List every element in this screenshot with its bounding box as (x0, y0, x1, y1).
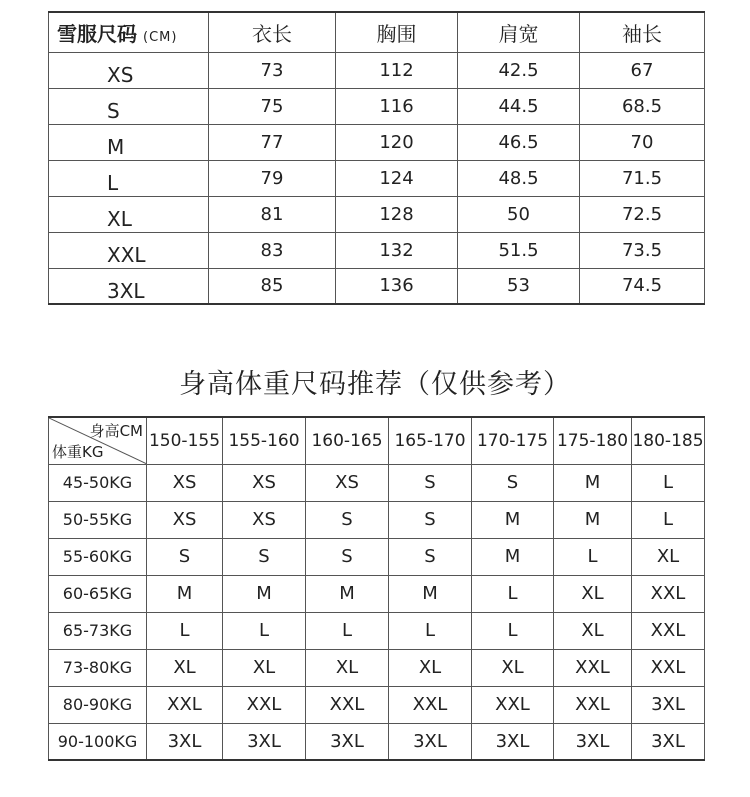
size-cell: XL (147, 649, 223, 686)
height-range-header: 160-165 (306, 417, 389, 464)
table-cell: 67 (580, 52, 705, 88)
size-cell: S (472, 464, 554, 501)
size-label: XL (49, 196, 209, 232)
height-range-header: 175-180 (554, 417, 632, 464)
weight-range-label: 55-60KG (49, 538, 147, 575)
size-cell: S (389, 501, 472, 538)
size-cell: 3XL (223, 723, 306, 760)
table-cell: 75 (209, 88, 336, 124)
table-cell: 77 (209, 124, 336, 160)
size-cell: S (389, 464, 472, 501)
table-row (49, 124, 705, 160)
table-cell: 116 (336, 88, 458, 124)
table-cell: 53 (458, 268, 580, 304)
table-cell: 72.5 (580, 196, 705, 232)
table-row (49, 538, 705, 575)
size-cell: L (472, 575, 554, 612)
size-cell: L (306, 612, 389, 649)
size-cell: 3XL (632, 723, 705, 760)
weight-range-label: 90-100KG (49, 723, 147, 760)
size-cell: M (554, 464, 632, 501)
size-cell: XL (306, 649, 389, 686)
size-label: S (49, 88, 209, 124)
height-header-row (49, 417, 705, 464)
size-cell: 3XL (472, 723, 554, 760)
size-cell: XS (223, 501, 306, 538)
table-cell: 74.5 (580, 268, 705, 304)
table-cell: 124 (336, 160, 458, 196)
height-range-header: 165-170 (389, 417, 472, 464)
size-cell: L (389, 612, 472, 649)
size-cell: M (147, 575, 223, 612)
size-cell: XL (632, 538, 705, 575)
table-row (49, 649, 705, 686)
weight-range-label: 50-55KG (49, 501, 147, 538)
weight-range-label: 73-80KG (49, 649, 147, 686)
table-cell: 112 (336, 52, 458, 88)
size-cell: XXL (632, 649, 705, 686)
size-cell: S (389, 538, 472, 575)
table-row (49, 88, 705, 124)
size-cell: XL (223, 649, 306, 686)
table-cell: 73.5 (580, 232, 705, 268)
size-cell: L (554, 538, 632, 575)
size-cell: XS (147, 501, 223, 538)
table-cell: 128 (336, 196, 458, 232)
height-range-header: 180-185 (632, 417, 705, 464)
size-cell: M (389, 575, 472, 612)
table-cell: 46.5 (458, 124, 580, 160)
table-cell: 83 (209, 232, 336, 268)
table-cell: 44.5 (458, 88, 580, 124)
size-cell: XL (472, 649, 554, 686)
column-header-chest: 胸围 (336, 12, 458, 52)
size-cell: XXL (554, 686, 632, 723)
table-cell: 70 (580, 124, 705, 160)
size-chart-unit: (CM) (143, 29, 178, 45)
table-cell: 79 (209, 160, 336, 196)
size-cell: XXL (632, 575, 705, 612)
size-cell: XS (306, 464, 389, 501)
size-cell: L (223, 612, 306, 649)
table-cell: 136 (336, 268, 458, 304)
table-row (49, 686, 705, 723)
size-chart-corner (49, 12, 209, 52)
column-header-sleeve: 袖长 (580, 12, 705, 52)
size-cell: M (223, 575, 306, 612)
size-cell: M (472, 538, 554, 575)
table-cell: 48.5 (458, 160, 580, 196)
size-cell: XXL (554, 649, 632, 686)
size-cell: XS (223, 464, 306, 501)
size-cell: S (223, 538, 306, 575)
size-cell: S (147, 538, 223, 575)
size-cell: XS (147, 464, 223, 501)
height-axis-label: 身高CM (89, 422, 143, 440)
size-cell: 3XL (632, 686, 705, 723)
size-cell: XXL (147, 686, 223, 723)
size-chart-title: 雪服尺码 (57, 21, 137, 46)
table-cell: 81 (209, 196, 336, 232)
weight-range-label: 80-90KG (49, 686, 147, 723)
height-range-header: 150-155 (147, 417, 223, 464)
size-label: XXL (49, 232, 209, 268)
size-recommendation-table (48, 416, 705, 761)
size-cell: L (632, 464, 705, 501)
size-label: XS (49, 52, 209, 88)
size-cell: XL (389, 649, 472, 686)
table-cell: 85 (209, 268, 336, 304)
table-cell: 51.5 (458, 232, 580, 268)
table-cell: 42.5 (458, 52, 580, 88)
height-range-header: 155-160 (223, 417, 306, 464)
size-cell: XXL (632, 612, 705, 649)
size-cell: XL (554, 612, 632, 649)
table-row (49, 501, 705, 538)
size-cell: XXL (389, 686, 472, 723)
size-cell: S (306, 501, 389, 538)
size-chart-header-row (49, 12, 705, 52)
height-range-header: 170-175 (472, 417, 554, 464)
table-row (49, 160, 705, 196)
size-label: L (49, 160, 209, 196)
size-cell: M (554, 501, 632, 538)
table-cell: 120 (336, 124, 458, 160)
size-cell: M (472, 501, 554, 538)
size-cell: L (632, 501, 705, 538)
size-cell: XL (554, 575, 632, 612)
size-cell: L (147, 612, 223, 649)
table-row (49, 464, 705, 501)
size-chart-table (48, 11, 705, 305)
table-cell: 73 (209, 52, 336, 88)
table-row (49, 196, 705, 232)
table-cell: 132 (336, 232, 458, 268)
size-cell: 3XL (389, 723, 472, 760)
size-cell: 3XL (554, 723, 632, 760)
table-row (49, 52, 705, 88)
size-cell: XXL (223, 686, 306, 723)
weight-range-label: 60-65KG (49, 575, 147, 612)
weight-axis-label: 体重KG (52, 442, 104, 461)
corner-diagonal-cell (49, 417, 147, 464)
recommendation-title: 身高体重尺码推荐（仅供参考） (179, 369, 571, 400)
column-header-shoulder: 肩宽 (458, 12, 580, 52)
size-cell: XXL (472, 686, 554, 723)
size-cell: S (306, 538, 389, 575)
table-cell: 68.5 (580, 88, 705, 124)
size-cell: M (306, 575, 389, 612)
size-label: M (49, 124, 209, 160)
column-header-length: 衣长 (209, 12, 336, 52)
weight-range-label: 45-50KG (49, 464, 147, 501)
table-row (49, 268, 705, 304)
table-row (49, 612, 705, 649)
size-cell: 3XL (306, 723, 389, 760)
table-cell: 50 (458, 196, 580, 232)
table-row (49, 575, 705, 612)
table-row (49, 723, 705, 760)
table-cell: 71.5 (580, 160, 705, 196)
weight-range-label: 65-73KG (49, 612, 147, 649)
size-label: 3XL (49, 268, 209, 304)
size-cell: 3XL (147, 723, 223, 760)
size-cell: L (472, 612, 554, 649)
size-cell: XXL (306, 686, 389, 723)
table-row (49, 232, 705, 268)
